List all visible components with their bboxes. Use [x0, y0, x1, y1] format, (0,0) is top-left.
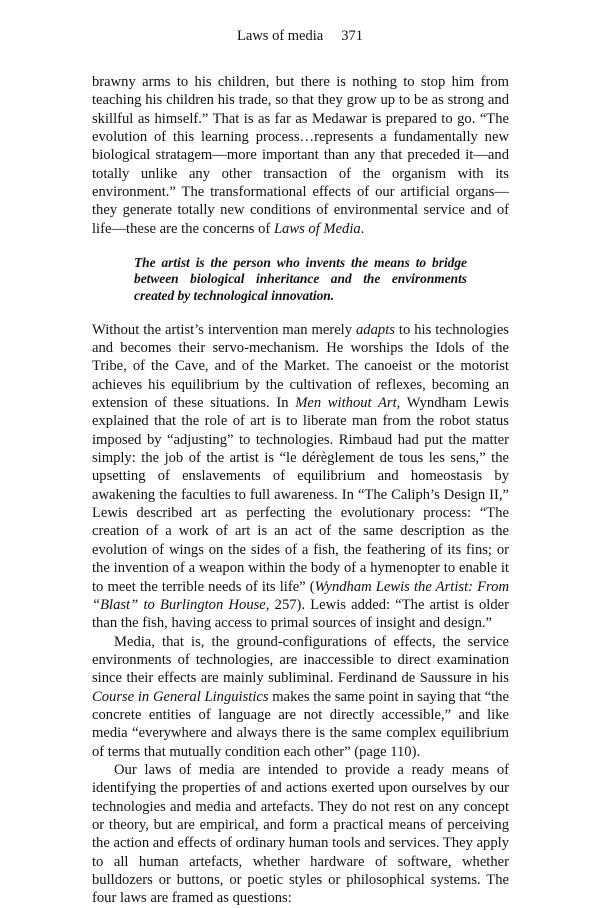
text-run: Media, that is, the ground-configurations of effects, the service environments of technologies, are inaccessible to direct examination since their effects are mainly subliminal. Ferdinand de Saussure in his	[92, 633, 509, 687]
text-run: makes the same point in saying that “the concrete entities of language are not directly accessible,” and like media “everywhere and always there is the same complex equilibrium of terms that mutually condition each other” (page 110).	[92, 688, 509, 760]
block-quote: The artist is the person who invents the means to bridge between biological inheritance and the environments created by technological innovation.	[134, 255, 467, 303]
text-run: Without the artist’s intervention man merely	[92, 321, 356, 338]
page-number: 371	[341, 28, 363, 44]
text-run: brawny arms to his children, but there is nothing to stop him from teaching his children his trade, so that they grow up to be as strong and skillful as himself.” That is as far as Medawar is prepared to go. “The evolution of this learning process…represents a fundamentally new biological stratagem—more important than any that preceded it—and totally unlike any other transaction of the organism with its environment.” The transformational effects of our artificial organs—they generate totally new conditions of environmental service and of life—these are the concerns of	[92, 74, 509, 237]
italic-title-text: Men without Art,	[295, 395, 401, 412]
text-run: .	[360, 220, 365, 237]
italic-title-text: Course in General Linguistics	[92, 688, 269, 705]
italic-title-text: Wyndham Lewis the Artist: From “Blast” to Burlington House,	[92, 578, 509, 613]
italic-title-text: adapts	[356, 321, 395, 338]
paragraph	[92, 321, 509, 633]
italic-title-text: Laws of Media	[273, 220, 361, 237]
running-header	[0, 28, 600, 45]
paragraph	[92, 633, 509, 761]
text-run: to his technologies and becomes their servo-mechanism. He worships the Idols of the Tribe, of the Cave, and of the Market. The canoeist or the motorist achieves his equilibrium by the cultivation of reflexes, becoming an extension of these situations. In	[92, 321, 509, 412]
body-text	[92, 73, 509, 908]
paragraph	[92, 761, 509, 908]
text-run: Our laws of media are intended to provide a ready means of identifying the properties of and actions exerted upon ourselves by our technologies and media and artefacts. They do not rest on any concept or theory, but are empirical, and form a practical means of perceiving the action and effects of ordinary human tools and services. They apply to all human artefacts, whether hardware of software, whether bulldozers or buttons, or poetic styles or philosophical systems. The four laws are framed as questions:	[92, 761, 509, 907]
text-run: 257). Lewis added: “The artist is older than the fish, having access to primal sources of insight and design.”	[92, 596, 509, 632]
text-run: Wyndham Lewis explained that the role of art is to liberate man from the robot status imposed by “adjusting” to technologies. Rimbaud had put the matter simply: the job of the artist is “le dérèglement de tous les sens,” the upsetting of enslavements of equilibrium and homeostasis by awakening the faculties to full awareness. In “The Caliph’s Design II,” Lewis described art as perfecting the evolutionary process: “The creation of a work of art is an act of the same description as the evolution of wings on the sides of a fish, the feathering of its fins; or the invention of a weapon within the body of a hymenopter to enable it to meet the terrible needs of its life” (	[92, 395, 509, 595]
paragraph-continuation	[92, 73, 509, 238]
running-head-title: Laws of media	[237, 28, 324, 44]
